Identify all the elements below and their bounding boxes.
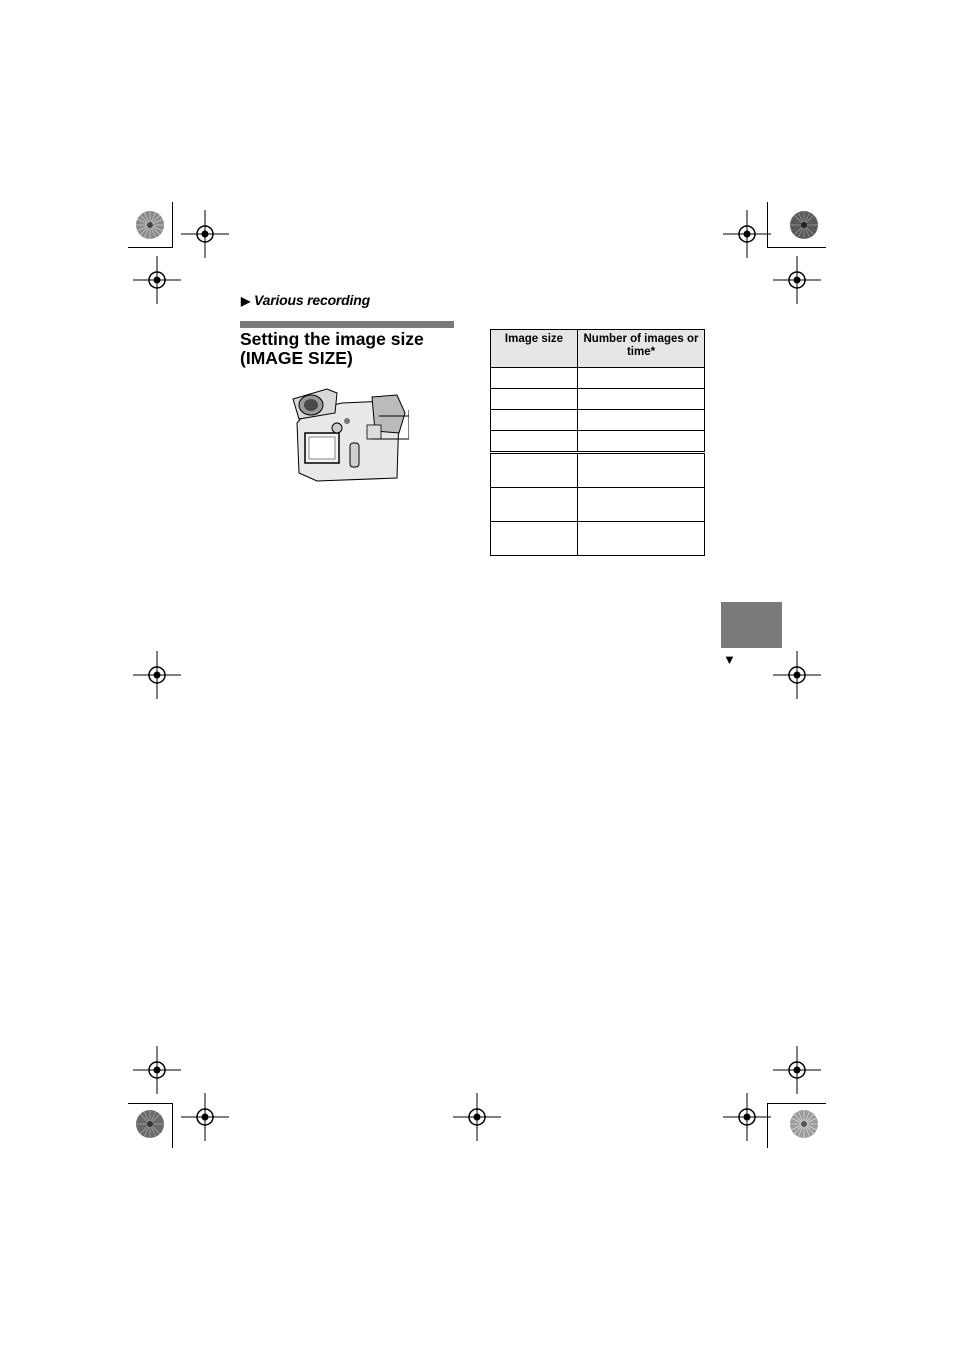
crop-line bbox=[128, 1103, 173, 1104]
calibration-rosette-bottom-left bbox=[135, 1109, 165, 1139]
calibration-rosette-top-left bbox=[135, 210, 165, 240]
registration-mark-mid-left bbox=[133, 651, 181, 699]
table-cell bbox=[491, 368, 578, 389]
table-row bbox=[491, 488, 705, 522]
chapter-side-tab bbox=[721, 602, 782, 648]
table-cell bbox=[491, 453, 578, 488]
table-cell bbox=[578, 389, 705, 410]
registration-mark-bottom-left-outer bbox=[133, 1046, 181, 1094]
crop-line bbox=[172, 202, 173, 247]
image-size-table bbox=[490, 329, 705, 556]
page-title-line2: (IMAGE SIZE) bbox=[240, 348, 353, 368]
table-row bbox=[491, 368, 705, 389]
table-row bbox=[491, 453, 705, 488]
registration-mark-bottom-right-outer bbox=[773, 1046, 821, 1094]
table-cell bbox=[578, 368, 705, 389]
table-cell bbox=[491, 410, 578, 431]
camera-illustration bbox=[287, 383, 409, 483]
table-cell bbox=[578, 453, 705, 488]
calibration-rosette-top-right bbox=[789, 210, 819, 240]
page-title-line1: Setting the image size bbox=[240, 329, 424, 349]
column-header-image-size: Image size bbox=[491, 330, 578, 368]
column-header-number-of-images: Number of images or time* bbox=[578, 330, 705, 368]
table-cell bbox=[578, 522, 705, 556]
crop-line bbox=[767, 1103, 826, 1104]
registration-mark-bottom-center bbox=[453, 1093, 501, 1141]
table-row bbox=[491, 410, 705, 431]
table-cell bbox=[578, 431, 705, 453]
table-cell bbox=[491, 522, 578, 556]
crop-line bbox=[767, 247, 826, 248]
table-cell bbox=[491, 389, 578, 410]
crop-line bbox=[767, 1103, 768, 1148]
registration-mark-top-right-inner bbox=[723, 210, 771, 258]
section-label-text: Various recording bbox=[254, 292, 370, 308]
table-cell bbox=[578, 410, 705, 431]
calibration-rosette-bottom-right bbox=[789, 1109, 819, 1139]
continue-arrow-icon: ▼ bbox=[723, 652, 736, 667]
table-row bbox=[491, 389, 705, 410]
crop-line bbox=[767, 202, 768, 247]
title-bar bbox=[240, 321, 454, 328]
registration-mark-top-left-outer bbox=[133, 256, 181, 304]
table-row bbox=[491, 522, 705, 556]
registration-mark-top-right-outer bbox=[773, 256, 821, 304]
registration-mark-top-left-inner bbox=[181, 210, 229, 258]
table-cell bbox=[578, 488, 705, 522]
table-cell bbox=[491, 431, 578, 453]
registration-mark-mid-right bbox=[773, 651, 821, 699]
table-row bbox=[491, 431, 705, 453]
page-title bbox=[240, 330, 470, 368]
crop-line bbox=[128, 247, 173, 248]
registration-mark-bottom-right-inner bbox=[723, 1093, 771, 1141]
section-label bbox=[241, 292, 370, 308]
registration-mark-bottom-left-inner bbox=[181, 1093, 229, 1141]
table-cell bbox=[491, 488, 578, 522]
section-marker-icon: ▶ bbox=[241, 294, 251, 308]
crop-line bbox=[172, 1103, 173, 1148]
camera-icon bbox=[287, 383, 409, 483]
